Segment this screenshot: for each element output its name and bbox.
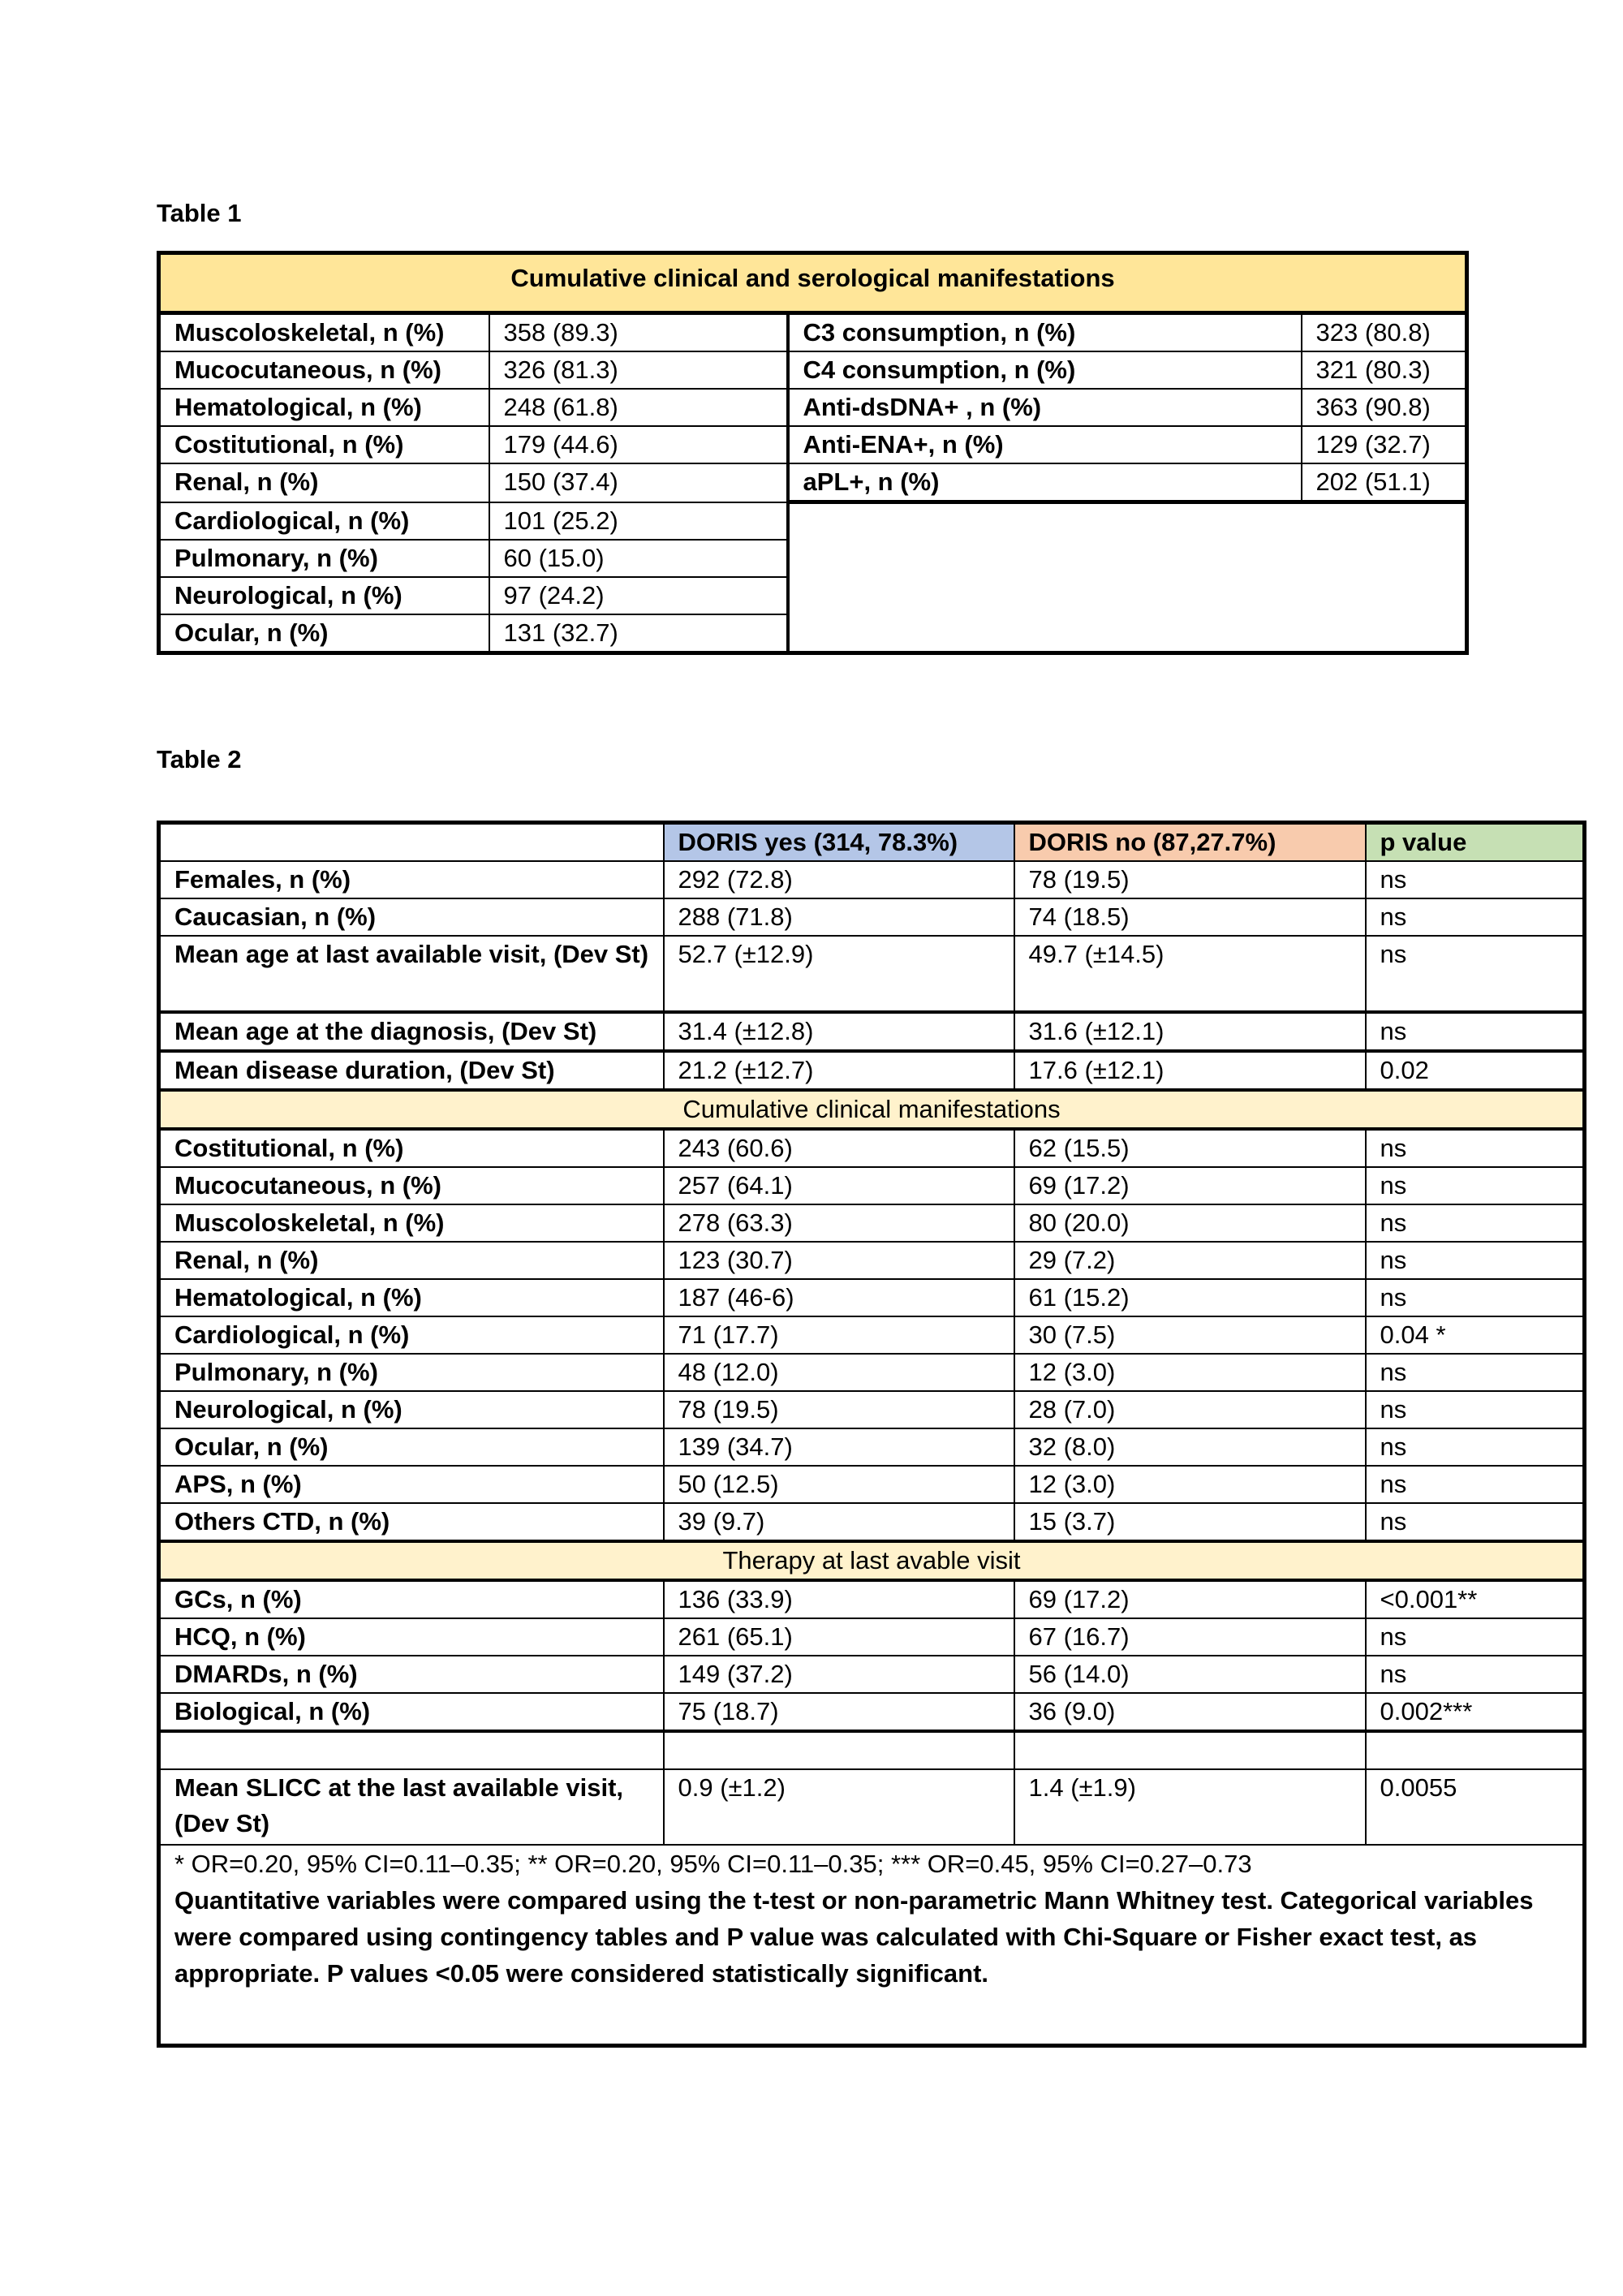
doris-yes-cell: 0.9 (±1.2) <box>664 1769 1014 1845</box>
row-label: Muscoloskeletal, n (%) <box>159 1204 664 1242</box>
doris-no-cell: 1.4 (±1.9) <box>1014 1769 1366 1845</box>
section-header-therapy: Therapy at last avable visit <box>159 1541 1585 1580</box>
table-row <box>159 1129 1585 1167</box>
row-label: Neurological, n (%) <box>159 1391 664 1428</box>
column-header-doris-no: DORIS no (87,27.7%) <box>1014 823 1366 862</box>
p-value-cell: 0.002*** <box>1366 1693 1585 1731</box>
table-row <box>159 1580 1585 1618</box>
doris-no-cell: 74 (18.5) <box>1014 898 1366 936</box>
table1-clinical-name: Mucocutaneous, n (%) <box>159 351 489 389</box>
p-value-cell: <0.001** <box>1366 1580 1585 1618</box>
table1-serological-value: 129 (32.7) <box>1302 426 1467 463</box>
row-label: APS, n (%) <box>159 1466 664 1503</box>
p-value-cell: ns <box>1366 1354 1585 1391</box>
doris-no-cell: 80 (20.0) <box>1014 1204 1366 1242</box>
doris-yes-cell: 21.2 (±12.7) <box>664 1051 1014 1090</box>
table-row-empty <box>159 1731 1585 1769</box>
table1-clinical-value: 326 (81.3) <box>489 351 788 389</box>
table-row <box>159 1242 1585 1279</box>
doris-no-cell: 56 (14.0) <box>1014 1656 1366 1693</box>
doris-no-cell: 69 (17.2) <box>1014 1580 1366 1618</box>
table1 <box>157 251 1469 655</box>
table1-serological-name: Anti-dsDNA+ , n (%) <box>788 389 1302 426</box>
doris-no-cell: 15 (3.7) <box>1014 1503 1366 1541</box>
table2-label: Table 2 <box>157 745 242 773</box>
row-label: Mucocutaneous, n (%) <box>159 1167 664 1204</box>
doris-no-cell: 17.6 (±12.1) <box>1014 1051 1366 1090</box>
empty-cell <box>1366 1731 1585 1769</box>
row-label: Ocular, n (%) <box>159 1428 664 1466</box>
table-row <box>159 1354 1585 1391</box>
p-value-cell: 0.02 <box>1366 1051 1585 1090</box>
doris-yes-cell: 48 (12.0) <box>664 1354 1014 1391</box>
doris-no-cell: 62 (15.5) <box>1014 1129 1366 1167</box>
table-row <box>159 936 1585 1012</box>
doris-yes-cell: 292 (72.8) <box>664 861 1014 898</box>
doris-no-cell: 36 (9.0) <box>1014 1693 1366 1731</box>
p-value-cell: ns <box>1366 861 1585 898</box>
table-row <box>159 1656 1585 1693</box>
p-value-cell: 0.04 * <box>1366 1316 1585 1354</box>
table-row <box>159 1012 1585 1051</box>
section-header-clinical: Cumulative clinical manifestations <box>159 1090 1585 1129</box>
doris-no-cell: 78 (19.5) <box>1014 861 1366 898</box>
doris-yes-cell: 136 (33.9) <box>664 1580 1014 1618</box>
doris-no-cell: 69 (17.2) <box>1014 1167 1366 1204</box>
table-row <box>159 898 1585 936</box>
table1-clinical-name: Pulmonary, n (%) <box>159 540 489 577</box>
doris-no-cell: 12 (3.0) <box>1014 1466 1366 1503</box>
table1-header: Cumulative clinical and serological manifestations <box>159 253 1467 313</box>
doris-no-cell: 67 (16.7) <box>1014 1618 1366 1656</box>
p-value-cell: ns <box>1366 1167 1585 1204</box>
table1-clinical-name: Renal, n (%) <box>159 463 489 502</box>
table1-label: Table 1 <box>157 199 242 227</box>
doris-yes-cell: 123 (30.7) <box>664 1242 1014 1279</box>
row-label: GCs, n (%) <box>159 1580 664 1618</box>
doris-yes-cell: 78 (19.5) <box>664 1391 1014 1428</box>
doris-yes-cell: 257 (64.1) <box>664 1167 1014 1204</box>
table-row <box>159 861 1585 898</box>
table-row <box>159 1693 1585 1731</box>
table1-clinical-value: 97 (24.2) <box>489 577 788 614</box>
table-row <box>159 1167 1585 1204</box>
doris-no-cell: 30 (7.5) <box>1014 1316 1366 1354</box>
doris-yes-cell: 278 (63.3) <box>664 1204 1014 1242</box>
doris-yes-cell: 31.4 (±12.8) <box>664 1012 1014 1051</box>
table-row <box>159 1391 1585 1428</box>
row-label: Caucasian, n (%) <box>159 898 664 936</box>
row-label: Mean age at last available visit, (Dev St) <box>159 936 664 1012</box>
table1-clinical-name: Muscoloskeletal, n (%) <box>159 313 489 352</box>
table-row <box>159 1051 1585 1090</box>
p-value-cell: ns <box>1366 1391 1585 1428</box>
table-row <box>159 1503 1585 1541</box>
row-label: Females, n (%) <box>159 861 664 898</box>
doris-no-cell: 61 (15.2) <box>1014 1279 1366 1316</box>
row-label: DMARDs, n (%) <box>159 1656 664 1693</box>
table-row <box>159 1279 1585 1316</box>
p-value-cell: ns <box>1366 1428 1585 1466</box>
doris-yes-cell: 261 (65.1) <box>664 1618 1014 1656</box>
doris-yes-cell: 288 (71.8) <box>664 898 1014 936</box>
table-row <box>159 1618 1585 1656</box>
p-value-cell: 0.0055 <box>1366 1769 1585 1845</box>
doris-no-cell: 12 (3.0) <box>1014 1354 1366 1391</box>
table1-clinical-name: Neurological, n (%) <box>159 577 489 614</box>
p-value-cell: ns <box>1366 898 1585 936</box>
table1-clinical-value: 179 (44.6) <box>489 426 788 463</box>
doris-yes-cell: 71 (17.7) <box>664 1316 1014 1354</box>
row-label: Costitutional, n (%) <box>159 1129 664 1167</box>
column-header-p-value: p value <box>1366 823 1585 862</box>
doris-yes-cell: 149 (37.2) <box>664 1656 1014 1693</box>
doris-no-cell: 29 (7.2) <box>1014 1242 1366 1279</box>
row-label: Hematological, n (%) <box>159 1279 664 1316</box>
column-header-doris-yes: DORIS yes (314, 78.3%) <box>664 823 1014 862</box>
doris-yes-cell: 39 (9.7) <box>664 1503 1014 1541</box>
footnote-odds-ratios: * OR=0.20, 95% CI=0.11–0.35; ** OR=0.20, 95% CI=0.11–0.35; *** OR=0.45, 95% CI=0.27–0.73 <box>174 1850 1252 1878</box>
row-label: Pulmonary, n (%) <box>159 1354 664 1391</box>
table1-serological-value: 363 (90.8) <box>1302 389 1467 426</box>
table1-clinical-value: 131 (32.7) <box>489 614 788 653</box>
table1-clinical-name: Ocular, n (%) <box>159 614 489 653</box>
table1-empty-area <box>788 502 1467 653</box>
table1-serological-name: aPL+, n (%) <box>788 463 1302 502</box>
p-value-cell: ns <box>1366 1466 1585 1503</box>
doris-no-cell: 31.6 (±12.1) <box>1014 1012 1366 1051</box>
p-value-cell: ns <box>1366 1129 1585 1167</box>
table2-corner <box>159 823 664 862</box>
doris-yes-cell: 75 (18.7) <box>664 1693 1014 1731</box>
table1-clinical-value: 60 (15.0) <box>489 540 788 577</box>
row-label: Biological, n (%) <box>159 1693 664 1731</box>
table1-clinical-value: 358 (89.3) <box>489 313 788 352</box>
table1-clinical-value: 150 (37.4) <box>489 463 788 502</box>
doris-yes-cell: 52.7 (±12.9) <box>664 936 1014 1012</box>
empty-cell <box>1014 1731 1366 1769</box>
row-label: Mean SLICC at the last available visit, (Dev St) <box>159 1769 664 1845</box>
table2 <box>157 821 1586 2048</box>
empty-cell <box>664 1731 1014 1769</box>
row-label: Cardiological, n (%) <box>159 1316 664 1354</box>
empty-cell <box>159 1731 664 1769</box>
doris-no-cell: 49.7 (±14.5) <box>1014 936 1366 1012</box>
row-label: Renal, n (%) <box>159 1242 664 1279</box>
table2-notes <box>159 1845 1585 2046</box>
table1-clinical-name: Cardiological, n (%) <box>159 502 489 540</box>
table-row <box>159 1204 1585 1242</box>
table1-serological-value: 323 (80.8) <box>1302 313 1467 352</box>
row-label: Others CTD, n (%) <box>159 1503 664 1541</box>
table-row <box>159 1466 1585 1503</box>
p-value-cell: ns <box>1366 1279 1585 1316</box>
p-value-cell: ns <box>1366 936 1585 1012</box>
doris-yes-cell: 50 (12.5) <box>664 1466 1014 1503</box>
doris-yes-cell: 187 (46-6) <box>664 1279 1014 1316</box>
table-row <box>159 1428 1585 1466</box>
table-row <box>159 1769 1585 1845</box>
p-value-cell: ns <box>1366 1012 1585 1051</box>
table1-serological-value: 202 (51.1) <box>1302 463 1467 502</box>
table1-clinical-name: Costitutional, n (%) <box>159 426 489 463</box>
table1-serological-value: 321 (80.3) <box>1302 351 1467 389</box>
p-value-cell: ns <box>1366 1503 1585 1541</box>
doris-no-cell: 32 (8.0) <box>1014 1428 1366 1466</box>
p-value-cell: ns <box>1366 1656 1585 1693</box>
table1-clinical-value: 248 (61.8) <box>489 389 788 426</box>
row-label: HCQ, n (%) <box>159 1618 664 1656</box>
row-label: Mean age at the diagnosis, (Dev St) <box>159 1012 664 1051</box>
p-value-cell: ns <box>1366 1204 1585 1242</box>
table1-serological-name: C3 consumption, n (%) <box>788 313 1302 352</box>
row-label: Mean disease duration, (Dev St) <box>159 1051 664 1090</box>
methods-note: Quantitative variables were compared using the t-test or non-parametric Mann Whitney test. Categorical variables were compared using contingency tables and P value was calculated with Chi-Square or Fisher exact test, as appropriate. P values <0.05 were considered statistically significant. <box>174 1886 1534 1988</box>
doris-yes-cell: 139 (34.7) <box>664 1428 1014 1466</box>
p-value-cell: ns <box>1366 1618 1585 1656</box>
table-row <box>159 1316 1585 1354</box>
doris-yes-cell: 243 (60.6) <box>664 1129 1014 1167</box>
table1-clinical-value: 101 (25.2) <box>489 502 788 540</box>
table1-serological-name: Anti-ENA+, n (%) <box>788 426 1302 463</box>
p-value-cell: ns <box>1366 1242 1585 1279</box>
table1-clinical-name: Hematological, n (%) <box>159 389 489 426</box>
table1-serological-name: C4 consumption, n (%) <box>788 351 1302 389</box>
doris-no-cell: 28 (7.0) <box>1014 1391 1366 1428</box>
